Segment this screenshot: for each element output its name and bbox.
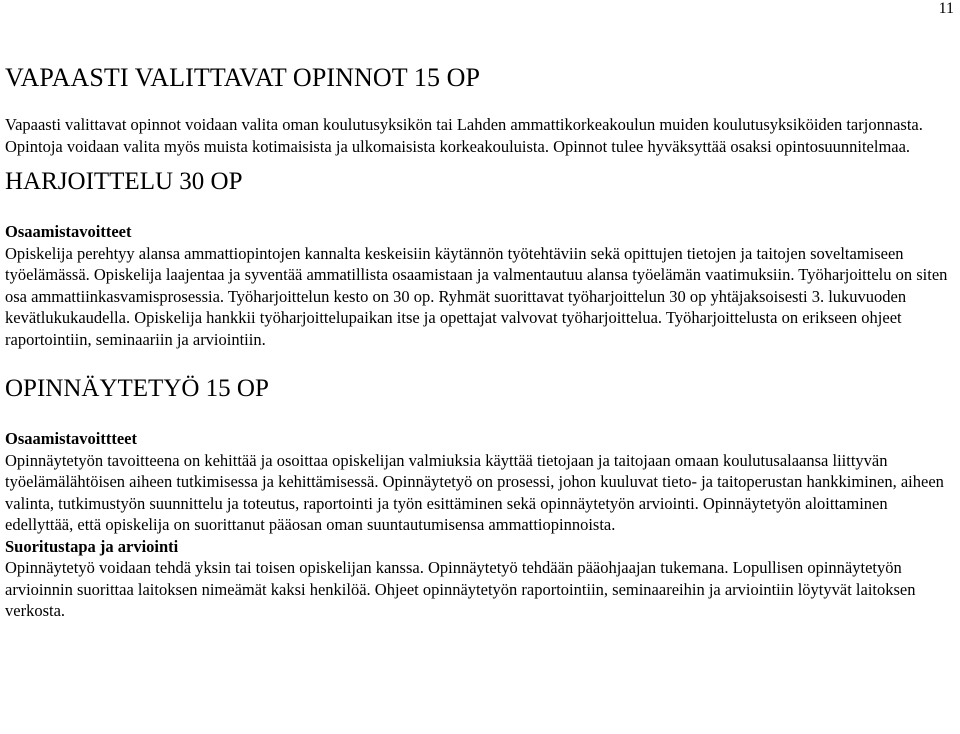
- heading-thesis: OPINNÄYTETYÖ 15 OP: [5, 375, 269, 403]
- subheading-thesis-assessment: Suoritustapa ja arviointi: [5, 536, 179, 556]
- page-number: 11: [938, 0, 954, 17]
- heading-free-studies: VAPAASTI VALITTAVAT OPINNOT 15 OP: [5, 63, 481, 92]
- subheading-internship-goals: Osaamistavoitteet: [5, 222, 132, 242]
- paragraph-thesis-goals: Opinnäytetyön tavoitteena on kehittää ja osoittaa opiskelijan valmiuksia käyttää tietojaan ja taitojaan omaan koulutusalaansa liittyvän työelämälähtöisen aiheen tutkimisessa ja kehittämisessä. Opinnäytetyö on prosessi, johon kuuluvat tieto- ja taitoperustan hankkiminen, aiheen valinta, tutkimustyön suunnittelu ja toteutus, raportointi ja työn esittäminen sekä opinnäytetyön arviointi. Opinnäytetyön aloittaminen edellyttää, että opiskelija on suorittanut pääosan oman suuntautumisensa ammattiopinnoista.: [5, 450, 944, 535]
- document-body: [5, 62, 955, 622]
- heading-internship: HARJOITTELU 30 OP: [5, 168, 243, 196]
- paragraph-thesis-assessment: Opinnäytetyö voidaan tehdä yksin tai toisen opiskelijan kanssa. Opinnäytetyö tehdään pääohjaajan tukemana. Lopullisen opinnäytetyön arvioinnin suorittaa laitoksen nimeämät kaksi henkilöä. Ohjeet opinnäytetyön raportointiin, seminaareihin ja arviointiin löytyvät laitoksen verkosta.: [5, 558, 916, 621]
- subheading-thesis-goals: Osaamistavoittteet: [5, 429, 137, 449]
- paragraph-internship: Opiskelija perehtyy alansa ammattiopintojen kannalta keskeisiin käytännön työtehtäviin sekä opittujen tietojen ja taitojen soveltamiseen työelämässä. Opiskelija laajentaa ja syventää ammatillista osaamistaan ja valmentautuu alansa työelämän vaatimuksiin. Työharjoittelu on siten osa ammattiinkasvamisprosessia. Työharjoittelun kesto on 30 op. Ryhmät suorittavat työharjoittelun 30 op yhtäjaksoisesti 3. lukuvuoden kevätlukukaudella. Opiskelija hankkii työharjoittelupaikan itse ja opettajat valvovat työharjoittelua. Työharjoittelusta on erikseen ohjeet raportointiin, seminaariin ja arviointiin.: [5, 243, 948, 349]
- paragraph-free-studies: Vapaasti valittavat opinnot voidaan valita oman koulutusyksikön tai Lahden ammattikorkeakoulun muiden koulutusyksiköiden tarjonnasta. Opintoja voidaan valita myös muista kotimaisista ja ulkomaisista korkeakouluista. Opinnot tulee hyväksyttää osaksi opintosuunnitelmaa.: [5, 115, 923, 156]
